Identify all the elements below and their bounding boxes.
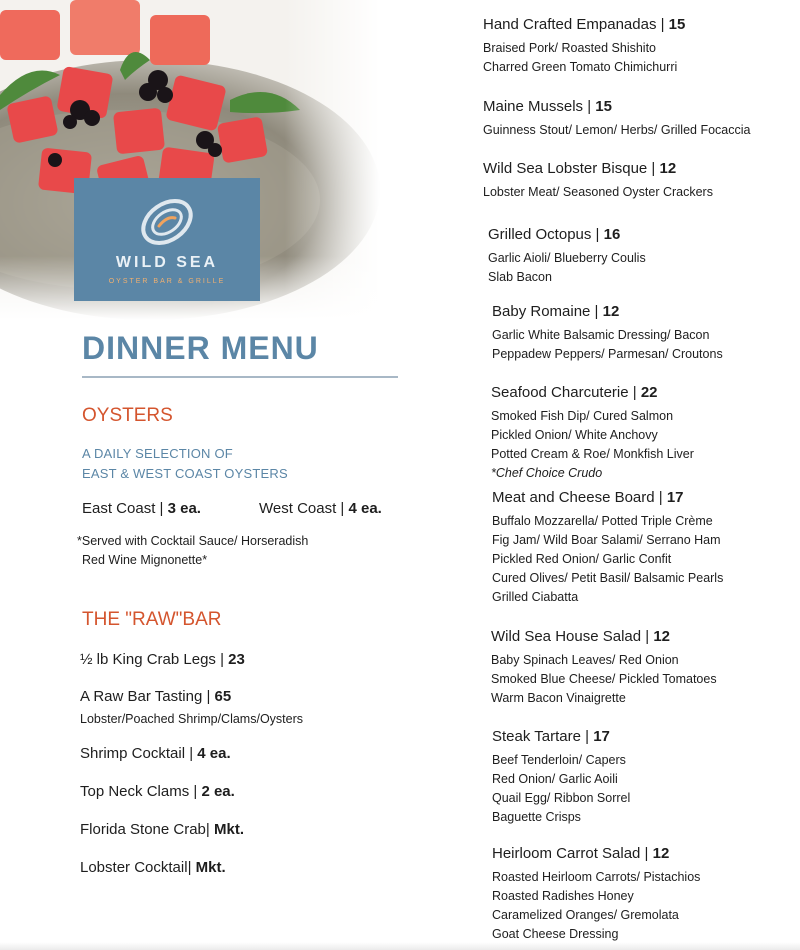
item-price: 2 ea. <box>201 783 235 800</box>
menu-item-desc: Braised Pork/ Roasted Shishito <box>483 41 657 55</box>
item-name: Lobster Cocktail <box>80 859 188 876</box>
menu-item-heading: Heirloom Carrot Salad | 12 <box>492 845 670 862</box>
menu-item-desc: Garlic Aioli/ Blueberry Coulis <box>488 251 646 265</box>
menu-item-desc: Smoked Fish Dip/ Cured Salmon <box>491 409 674 423</box>
item-name: Steak Tartare <box>492 728 581 745</box>
rawbar-heading: THE "RAW"BAR <box>82 609 222 630</box>
menu-item-desc: Fig Jam/ Wild Boar Salami/ Serrano Ham <box>492 533 721 547</box>
menu-item-heading: Hand Crafted Empanadas | 15 <box>483 16 686 33</box>
wild-sea-logo <box>74 178 260 301</box>
menu-item-heading: Steak Tartare | 17 <box>492 728 610 745</box>
item-price: 17 <box>593 728 610 745</box>
title-divider <box>82 376 398 378</box>
item-price: 12 <box>653 628 671 645</box>
item-price: 3 ea. <box>167 500 201 517</box>
rawbar-item: A Raw Bar Tasting | 65 <box>80 688 232 705</box>
item-name: Shrimp Cocktail <box>80 745 186 762</box>
item-name: Wild Sea House Salad <box>491 628 642 645</box>
item-name: Seafood Charcuterie <box>491 384 629 401</box>
menu-item-desc: Roasted Heirloom Carrots/ Pistachios <box>492 870 701 884</box>
item-name: West Coast <box>259 500 337 517</box>
menu-item-note: *Chef Choice Crudo <box>491 466 603 480</box>
item-name: Heirloom Carrot Salad <box>492 845 641 862</box>
menu-item-desc: Baguette Crisps <box>492 810 581 824</box>
menu-item-desc: Peppadew Peppers/ Parmesan/ Croutons <box>492 347 723 361</box>
menu-item-heading: Grilled Octopus | 16 <box>488 226 621 243</box>
menu-item-heading: Wild Sea House Salad | 12 <box>491 628 671 645</box>
item-name: ½ lb King Crab Legs <box>80 651 216 668</box>
logo-wordmark: WILD SEA <box>115 254 219 271</box>
oysters-sub-1: A DAILY SELECTION OF <box>82 446 233 461</box>
rawbar-item-desc: Lobster/Poached Shrimp/Clams/Oysters <box>80 712 304 726</box>
menu-item-desc: Guinness Stout/ Lemon/ Herbs/ Grilled Focaccia <box>483 123 751 137</box>
menu-item-heading: Maine Mussels | 15 <box>483 98 612 115</box>
menu-item-desc: Cured Olives/ Petit Basil/ Balsamic Pearls <box>492 571 724 585</box>
menu-item-desc: Smoked Blue Cheese/ Pickled Tomatoes <box>491 672 717 686</box>
rawbar-item: Florida Stone Crab| Mkt. <box>80 821 244 838</box>
menu-item-desc: Caramelized Oranges/ Gremolata <box>492 908 679 922</box>
menu-item-desc: Charred Green Tomato Chimichurri <box>483 60 678 74</box>
oysters-note-1: *Served with Cocktail Sauce/ Horseradish <box>77 534 309 548</box>
oysters-sub-2: EAST & WEST COAST OYSTERS <box>82 466 288 481</box>
item-price: 15 <box>595 98 612 115</box>
menu-item-desc: Baby Spinach Leaves/ Red Onion <box>491 653 679 667</box>
item-name: Wild Sea Lobster Bisque <box>483 160 648 177</box>
item-name: Meat and Cheese Board <box>492 489 655 506</box>
item-price: 17 <box>666 489 684 506</box>
item-name: East Coast <box>82 500 156 517</box>
item-price: Mkt. <box>213 821 244 838</box>
item-price: 4 ea. <box>348 500 382 517</box>
logo-swirl-icon <box>137 192 197 252</box>
menu-item-desc: Grilled Ciabatta <box>492 590 579 604</box>
item-price: 12 <box>652 845 670 862</box>
item-name: Top Neck Clams <box>80 783 190 800</box>
menu-item-desc: Quail Egg/ Ribbon Sorrel <box>492 791 631 805</box>
menu-item-heading: Meat and Cheese Board | 17 <box>492 489 684 506</box>
rawbar-item: Top Neck Clams | 2 ea. <box>80 783 235 800</box>
item-name: Baby Romaine <box>492 303 591 320</box>
rawbar-item: Shrimp Cocktail | 4 ea. <box>80 745 231 762</box>
rawbar-item: ½ lb King Crab Legs | 23 <box>80 651 245 668</box>
menu-item-desc: Lobster Meat/ Seasoned Oyster Crackers <box>483 185 713 199</box>
item-name: A Raw Bar Tasting <box>80 688 203 705</box>
east-coast-item: East Coast | 3 ea. <box>82 500 201 517</box>
item-price: 15 <box>668 16 686 33</box>
menu-item-desc: Warm Bacon Vinaigrette <box>491 691 626 705</box>
item-price: 22 <box>640 384 658 401</box>
menu-item-heading: Seafood Charcuterie | 22 <box>491 384 658 401</box>
menu-item-desc: Slab Bacon <box>488 270 552 284</box>
menu-item-desc: Red Onion/ Garlic Aoili <box>492 772 618 786</box>
menu-item-heading: Wild Sea Lobster Bisque | 12 <box>483 160 677 177</box>
logo-tagline: OYSTER BAR & GRILLE <box>108 278 226 285</box>
item-price: 16 <box>603 226 621 243</box>
menu-item-desc: Garlic White Balsamic Dressing/ Bacon <box>492 328 710 342</box>
item-name: Grilled Octopus <box>488 226 592 243</box>
item-name: Maine Mussels <box>483 98 584 115</box>
menu-item-heading: Baby Romaine | 12 <box>492 303 620 320</box>
menu-item-desc: Buffalo Mozzarella/ Potted Triple Crème <box>492 514 713 528</box>
west-coast-item: West Coast | 4 ea. <box>259 500 382 517</box>
menu-item-desc: Potted Cream & Roe/ Monkfish Liver <box>491 447 694 461</box>
oysters-note-2: Red Wine Mignonette* <box>82 553 208 567</box>
menu-item-desc: Beef Tenderloin/ Capers <box>492 753 626 767</box>
menu-item-desc: Pickled Red Onion/ Garlic Confit <box>492 552 672 566</box>
page-title: DINNER MENU <box>82 330 319 366</box>
item-price: Mkt. <box>195 859 226 876</box>
menu-item-desc: Roasted Radishes Honey <box>492 889 634 903</box>
item-price: 4 ea. <box>197 745 231 762</box>
oysters-heading: OYSTERS <box>82 405 173 426</box>
menu-item-desc: Pickled Onion/ White Anchovy <box>491 428 658 442</box>
item-price: 23 <box>228 651 245 668</box>
item-name: Hand Crafted Empanadas <box>483 16 657 33</box>
rawbar-item: Lobster Cocktail| Mkt. <box>80 859 226 876</box>
menu-item-desc: Goat Cheese Dressing <box>492 927 619 941</box>
item-price: 12 <box>602 303 620 320</box>
item-price: 12 <box>659 160 677 177</box>
bottom-shadow <box>0 942 800 950</box>
item-name: Florida Stone Crab <box>80 821 206 838</box>
item-price: 65 <box>214 688 232 705</box>
